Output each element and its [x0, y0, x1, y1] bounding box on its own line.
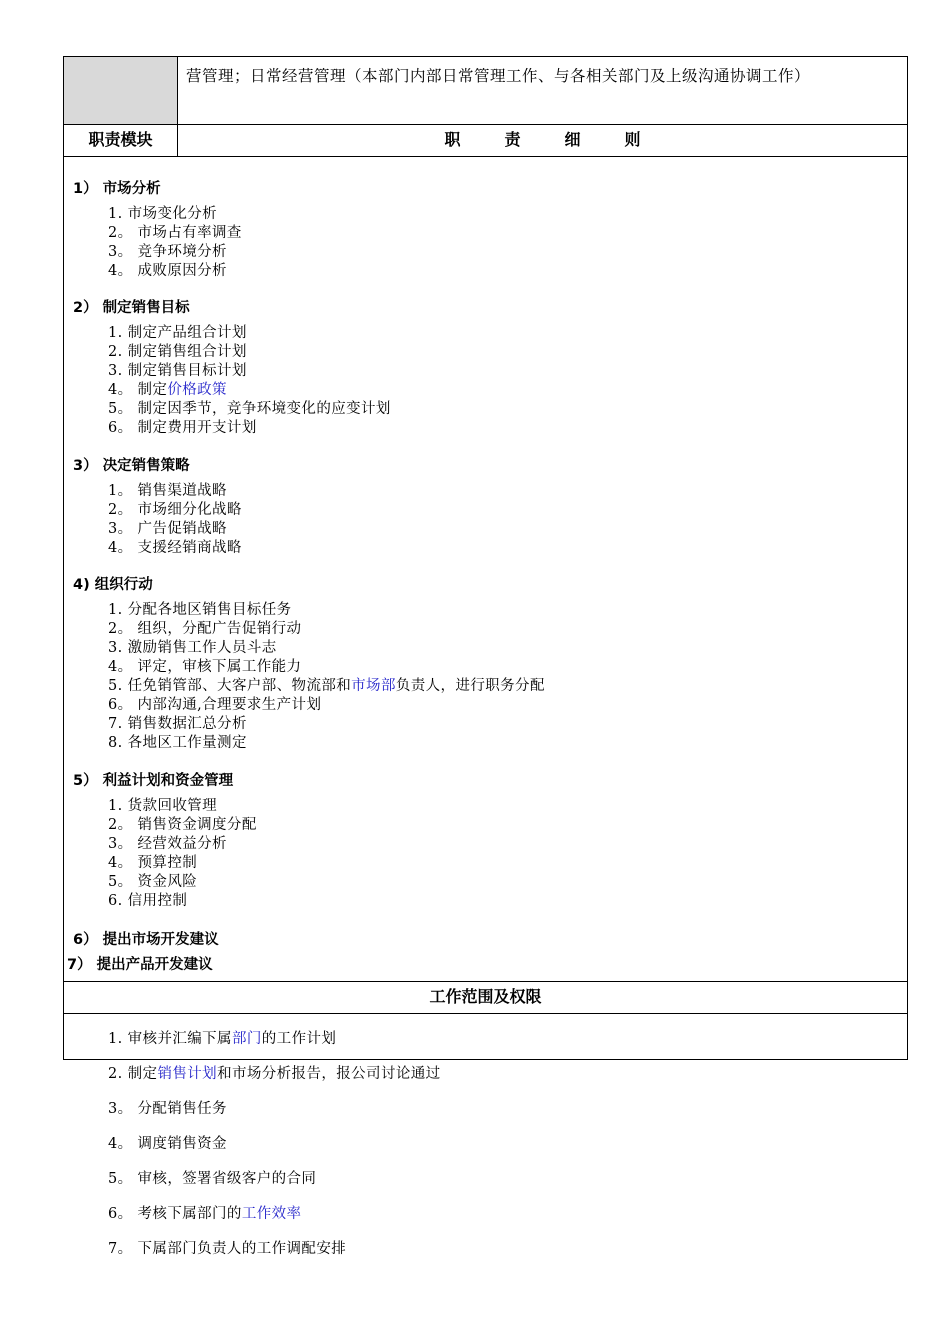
- module-label: 职责模块: [64, 124, 178, 156]
- list-item: 3。 竞争环境分析: [108, 244, 227, 260]
- list-item: 1。 销售渠道战略: [108, 483, 227, 499]
- title-char: 职: [444, 130, 461, 149]
- list-item: 2。 市场占有率调查: [108, 225, 242, 241]
- list-item: 4。 预算控制: [108, 855, 198, 871]
- scope-item: 1. 审核并汇编下属部门的工作计划: [108, 1031, 337, 1047]
- price-policy-link[interactable]: 价格政策: [167, 382, 227, 398]
- document-table: [63, 56, 908, 1257]
- section-title: 6） 提出市场开发建议: [73, 932, 219, 948]
- list-item: 3. 激励销售工作人员斗志: [108, 640, 277, 656]
- list-item: 3。 广告促销战略: [108, 521, 227, 537]
- section-title: 2） 制定销售目标: [73, 300, 190, 316]
- list-item: 7. 销售数据汇总分析: [108, 716, 247, 732]
- scope-item: 6。 考核下属部门的工作效率: [108, 1206, 302, 1222]
- list-item: 8. 各地区工作量测定: [108, 735, 247, 751]
- header-row: [64, 124, 907, 157]
- gray-label-cell: [64, 57, 178, 124]
- list-item: 5. 任免销管部、大客户部、物流部和市场部负责人，进行职务分配: [108, 678, 545, 694]
- top-row-text: 营管理；日常经营管理（本部门内部日常管理工作、与各相关部门及上级沟通协调工作）: [186, 67, 811, 85]
- scope-item: 4。 调度销售资金: [108, 1136, 227, 1152]
- section-title: 1） 市场分析: [73, 181, 161, 197]
- scope-header: 工作范围及权限: [64, 981, 907, 1014]
- list-item: 6. 信用控制: [108, 893, 188, 909]
- list-item: 5。 制定因季节，竞争环境变化的应变计划: [108, 401, 391, 417]
- work-efficiency-link[interactable]: 工作效率: [241, 1206, 302, 1222]
- duty-details-title: [178, 124, 907, 156]
- list-item: 6。 制定费用开支计划: [108, 420, 257, 436]
- scope-item: 7。 下属部门负责人的工作调配安排: [108, 1241, 347, 1257]
- list-item: 2。 市场细分化战略: [108, 502, 242, 518]
- title-char: 责: [504, 130, 521, 149]
- section-title: 4) 组织行动: [73, 577, 153, 593]
- list-item: 3。 经营效益分析: [108, 836, 227, 852]
- list-item: 1. 分配各地区销售目标任务: [108, 602, 292, 618]
- market-dept-link[interactable]: 市场部: [351, 678, 396, 694]
- department-link[interactable]: 部门: [231, 1031, 262, 1047]
- scope-item: 3。 分配销售任务: [108, 1101, 227, 1117]
- list-item: 1. 货款回收管理: [108, 798, 218, 814]
- list-item: 4。 评定，审核下属工作能力: [108, 659, 302, 675]
- title-char: 细: [564, 130, 581, 149]
- list-item: 4。 制定价格政策: [108, 382, 227, 398]
- list-item: 2。 组织，分配广告促销行动: [108, 621, 302, 637]
- list-item: 1. 制定产品组合计划: [108, 325, 247, 341]
- list-item: 1. 市场变化分析: [108, 206, 218, 222]
- section-title: 5） 利益计划和资金管理: [73, 773, 234, 789]
- list-item: 2。 销售资金调度分配: [108, 817, 257, 833]
- list-item: 4。 成败原因分析: [108, 263, 227, 279]
- top-row: [64, 57, 907, 125]
- section-title: 3） 决定销售策略: [73, 458, 190, 474]
- scope-item: 5。 审核，签署省级客户的合同: [108, 1171, 317, 1187]
- list-item: 3. 制定销售目标计划: [108, 363, 247, 379]
- list-item: 2. 制定销售组合计划: [108, 344, 247, 360]
- scope-item: 2. 制定销售计划和市场分析报告，报公司讨论通过: [108, 1066, 441, 1082]
- list-item: 4。 支援经销商战略: [108, 540, 242, 556]
- sales-plan-link[interactable]: 销售计划: [157, 1066, 218, 1082]
- list-item: 6。 内部沟通,合理要求生产计划: [108, 697, 322, 713]
- list-item: 5。 资金风险: [108, 874, 198, 890]
- section-title: 7） 提出产品开发建议: [67, 957, 213, 973]
- title-char: 则: [624, 130, 641, 149]
